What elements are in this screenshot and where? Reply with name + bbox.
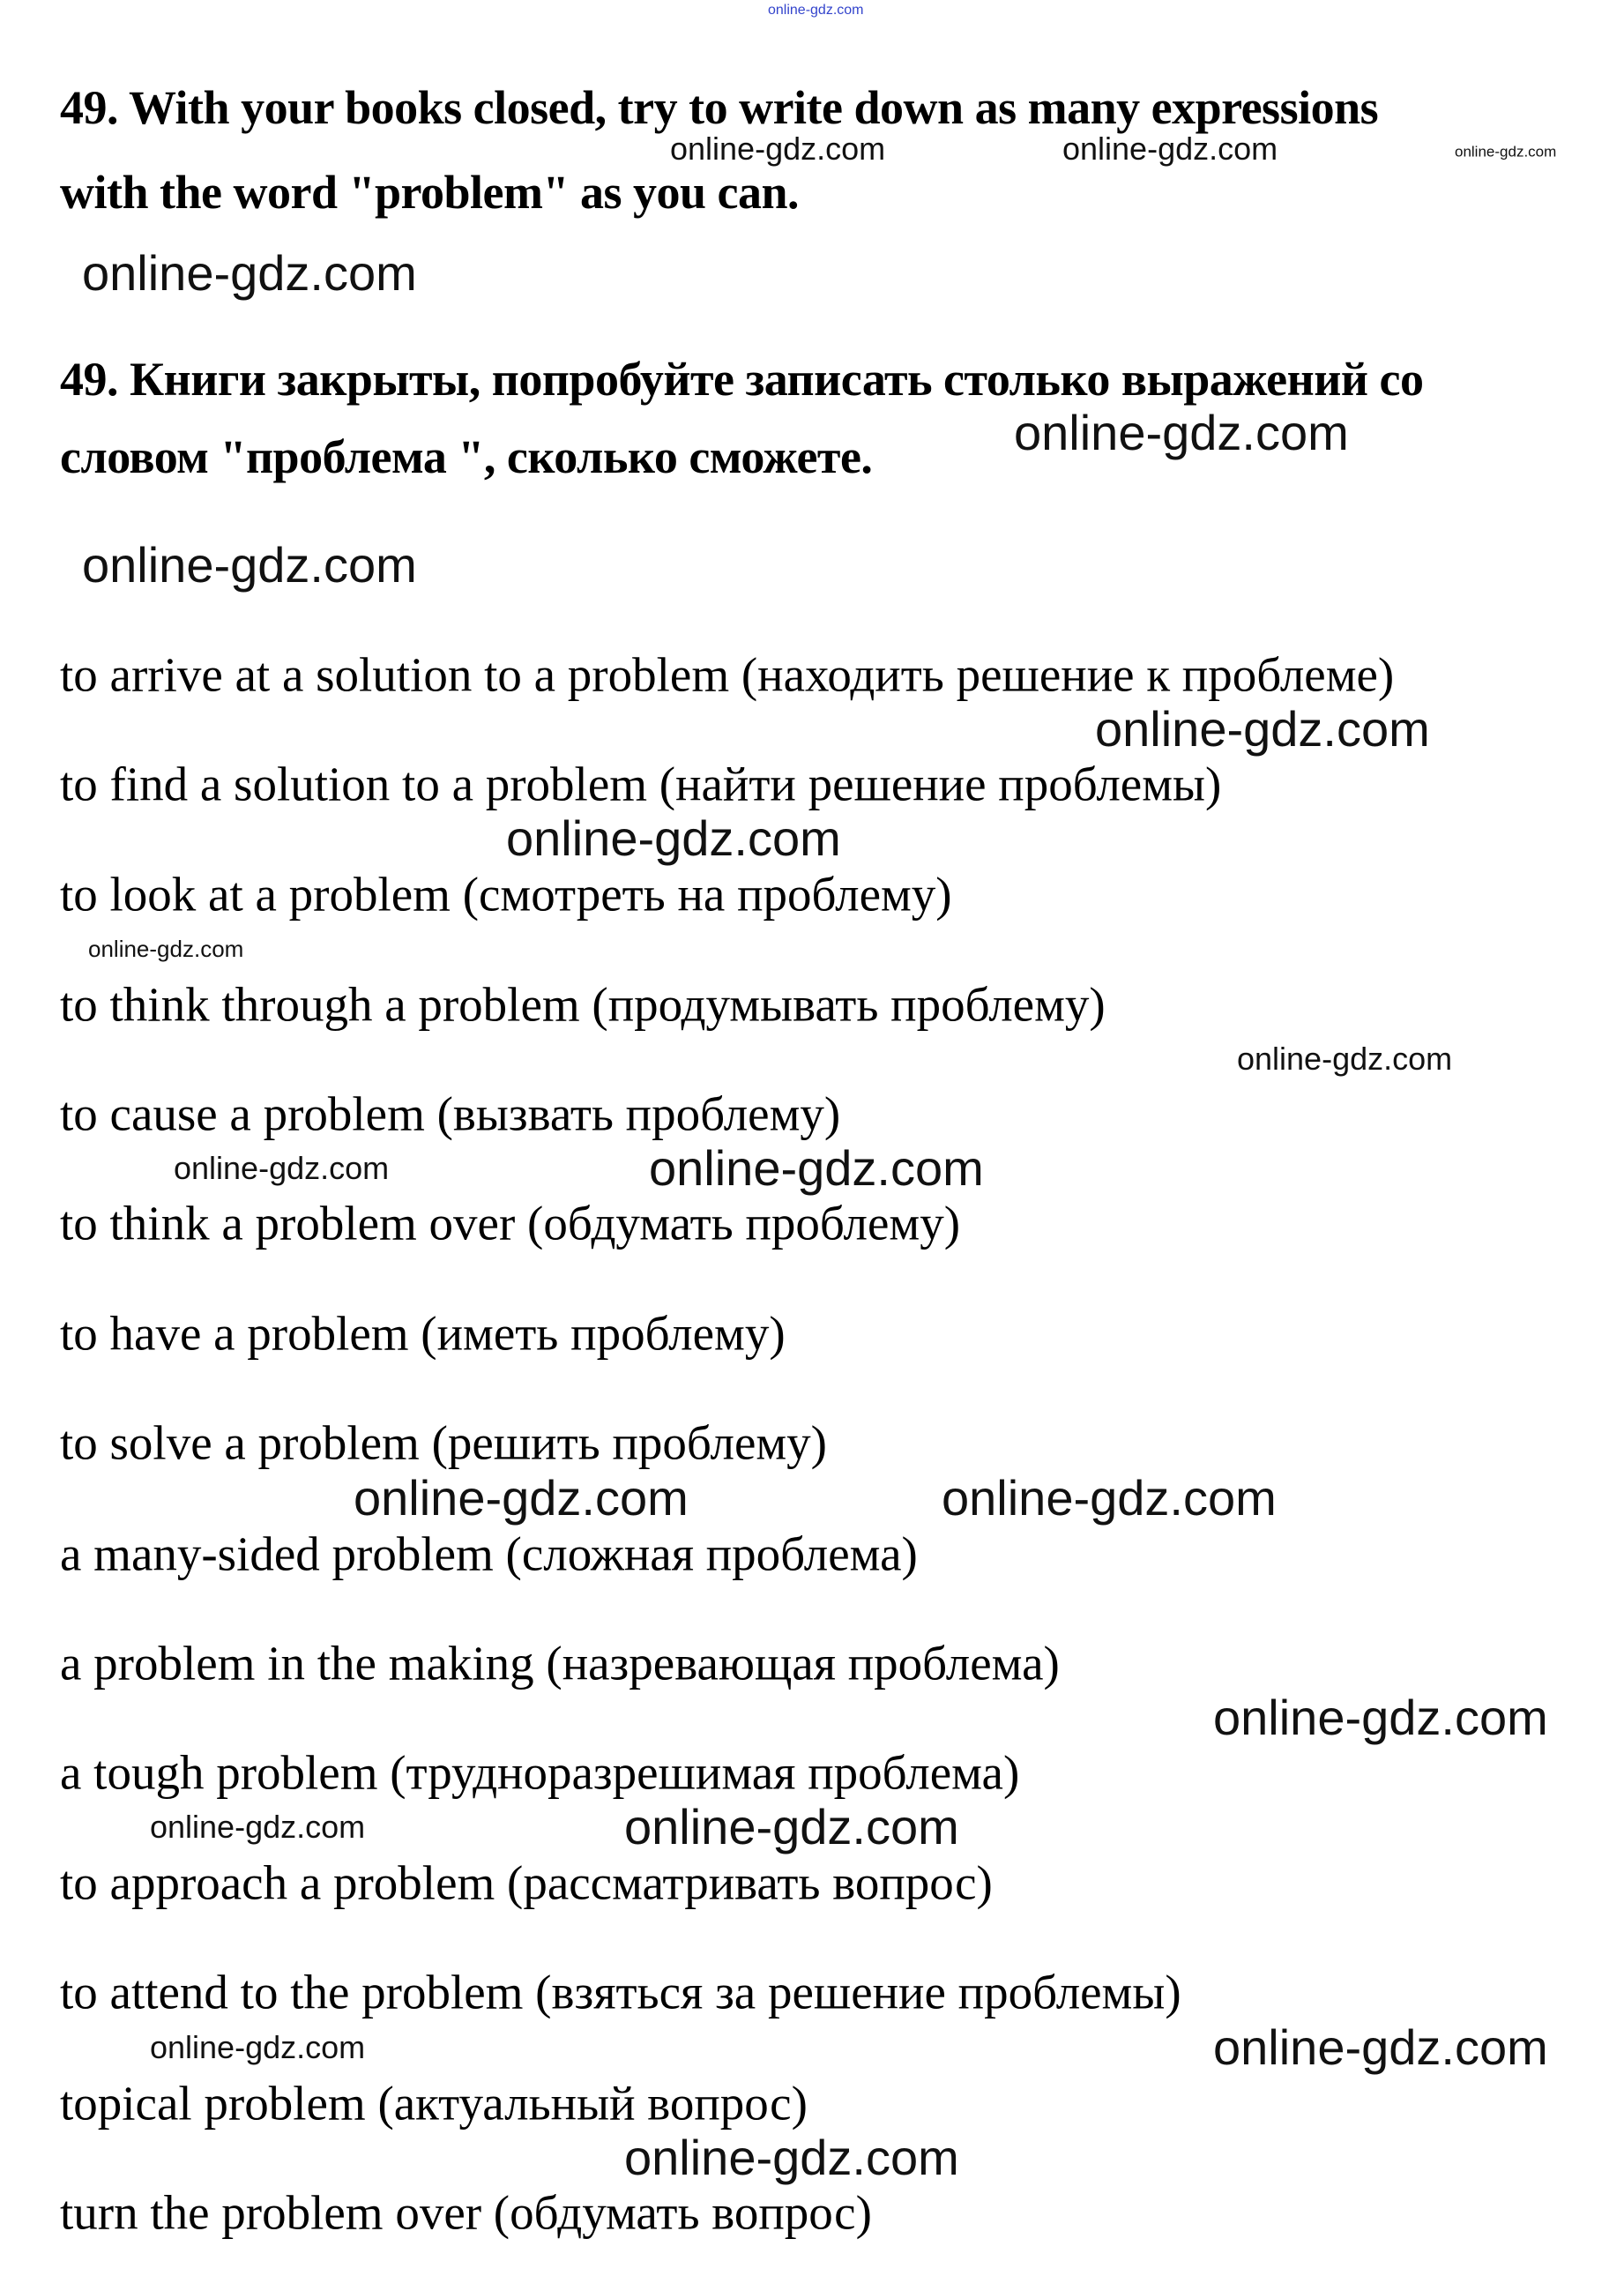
task-title-en-line1: 49. With your books closed, try to write down as many expressions: [60, 81, 1379, 134]
expression-item: to find a solution to a problem (найти решение проблемы): [60, 757, 1222, 811]
watermark: online-gdz.com: [1014, 405, 1349, 460]
watermark: online-gdz.com: [670, 131, 886, 167]
expression-item: a tough problem (трудноразрешимая проблема): [60, 1745, 1020, 1800]
watermark: online-gdz.com: [768, 3, 864, 18]
watermark: online-gdz.com: [506, 810, 841, 866]
watermark: online-gdz.com: [1213, 1690, 1548, 1745]
watermark: online-gdz.com: [942, 1470, 1277, 1526]
watermark: online-gdz.com: [624, 1799, 959, 1854]
watermark: online-gdz.com: [174, 1150, 390, 1186]
watermark: online-gdz.com: [1455, 143, 1557, 160]
watermark: online-gdz.com: [624, 2130, 959, 2185]
watermark: online-gdz.com: [649, 1140, 984, 1196]
watermark: online-gdz.com: [1062, 131, 1278, 167]
task-title-en-line2: with the word "problem" as you can.: [60, 166, 800, 219]
watermark: online-gdz.com: [1095, 701, 1430, 757]
expression-item: to approach a problem (рассматривать вопрос): [60, 1855, 993, 1910]
expression-item: to look at a problem (смотреть на проблему): [60, 867, 952, 922]
watermark: online-gdz.com: [354, 1470, 689, 1526]
task-title-ru-line1: 49. Книги закрыты, попробуйте записать столько выражений со: [60, 353, 1424, 406]
watermark: online-gdz.com: [1237, 1041, 1453, 1077]
watermark: online-gdz.com: [88, 936, 244, 962]
expression-item: to solve a problem (решить проблему): [60, 1415, 827, 1470]
watermark: online-gdz.com: [150, 2029, 366, 2065]
expression-item: to have a problem (иметь проблему): [60, 1306, 786, 1361]
watermark: online-gdz.com: [1213, 2019, 1548, 2075]
expression-item: to think a problem over (обдумать проблему): [60, 1196, 961, 1250]
expression-item: turn the problem over (обдумать вопрос): [60, 2185, 872, 2240]
expression-item: to attend to the problem (взяться за решение проблемы): [60, 1965, 1181, 2019]
expression-item: a problem in the making (назревающая проблема): [60, 1636, 1060, 1690]
expression-item: to think through a problem (продумывать проблему): [60, 977, 1106, 1032]
expression-item: to cause a problem (вызвать проблему): [60, 1086, 841, 1141]
task-title-ru-line2: словом "проблема ", сколько сможете.: [60, 430, 873, 483]
expression-item: topical problem (актуальный вопрос): [60, 2076, 808, 2131]
expression-item: a many-sided problem (сложная проблема): [60, 1526, 918, 1581]
watermark: online-gdz.com: [82, 537, 417, 593]
watermark: online-gdz.com: [150, 1809, 366, 1845]
expression-item: to arrive at a solution to a problem (находить решение к проблеме): [60, 647, 1395, 702]
watermark: online-gdz.com: [82, 245, 417, 301]
